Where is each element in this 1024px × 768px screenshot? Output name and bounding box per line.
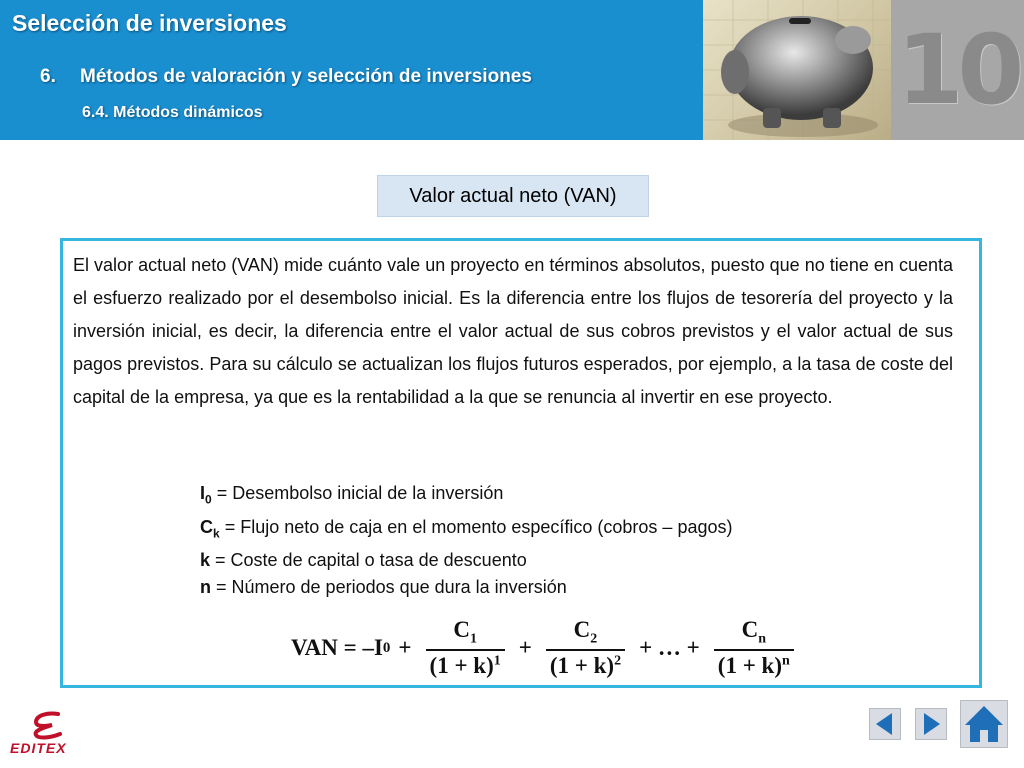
subtitle-number: 6.	[40, 66, 56, 87]
term-denominator: (1 + k)	[717, 653, 783, 679]
header-subtitle	[40, 66, 532, 88]
content-box	[60, 238, 982, 688]
arrow-right-icon	[916, 709, 946, 739]
header-bar	[0, 0, 1024, 140]
term-denominator: (1 + k)	[549, 653, 615, 679]
term-numerator-sub: 2	[590, 631, 598, 647]
term-denominator-sup: 2	[614, 653, 622, 669]
formula-term	[426, 617, 505, 680]
editex-logo-icon	[28, 710, 68, 740]
arrow-left-icon	[870, 709, 900, 739]
home-button[interactable]	[960, 700, 1008, 748]
editex-logo-text: EDITEX	[10, 740, 67, 756]
term-numerator: C	[741, 616, 759, 642]
term-denominator: (1 + k)	[429, 653, 494, 679]
header-section: 6.4. Métodos dinámicos	[82, 104, 263, 121]
term-denominator-sup: n	[782, 653, 790, 669]
subtitle-text: Métodos de valoración y selección de inversiones	[80, 66, 532, 87]
home-icon	[961, 701, 1007, 747]
next-button[interactable]	[915, 708, 947, 740]
piggy-bank-photo	[703, 0, 891, 140]
formula-term	[714, 617, 794, 680]
description-paragraph: El valor actual neto (VAN) mide cuánto vale un proyecto en términos absolutos, puesto que no tiene en cuenta el esfuerzo realizado por el desembolso inicial. Es la diferencia entre los flujos de tesorería del proyecto y la inversión inicial, es decir, la diferencia entre el valor actual de sus cobros previstos y el valor actual de sus pagos previstos. Para su cálculo se actualizan los flujos futuros esperados, por ejemplo, a la tasa de coste del capital de la empresa, ya que es la rentabilidad a la que se renuncia al invertir en ese proyecto.	[73, 255, 953, 407]
formula-plus: +	[398, 635, 412, 660]
definition-item	[200, 514, 732, 548]
header-title: Selección de inversiones	[12, 10, 287, 36]
formula-ellipsis: + … +	[639, 635, 700, 660]
definitions-list	[200, 480, 732, 601]
formula-lhs-sub: 0	[382, 639, 391, 656]
definition-item	[200, 480, 732, 514]
previous-button[interactable]	[869, 708, 901, 740]
term-numerator: C	[453, 616, 470, 642]
term-numerator: C	[573, 616, 591, 642]
editex-logo	[10, 710, 80, 760]
topic-title: Valor actual neto (VAN)	[377, 175, 649, 217]
van-formula	[291, 613, 800, 683]
term-numerator-sub: n	[758, 631, 767, 647]
term-denominator-sup: 1	[493, 653, 501, 669]
definition-text: = Número de periodos que dura la inversión	[211, 577, 567, 598]
definition-text: = Flujo neto de caja en el momento específico (cobros – pagos)	[219, 516, 733, 537]
definition-text: = Desembolso inicial de la inversión	[211, 483, 504, 503]
definition-subscript: k	[213, 526, 220, 541]
definition-symbol: I	[200, 483, 206, 503]
chapter-badge	[891, 0, 1024, 140]
term-numerator-sub: 1	[469, 631, 477, 647]
definition-subscript: 0	[205, 492, 212, 507]
formula-term	[546, 617, 625, 680]
definition-symbol: n	[200, 577, 211, 598]
formula-plus: +	[518, 635, 532, 660]
definition-text: = Coste de capital o tasa de descuento	[210, 550, 527, 571]
definition-item	[200, 574, 732, 601]
piggy-bank-icon	[703, 0, 891, 140]
formula-lhs: VAN = –I	[291, 635, 383, 660]
definition-item	[200, 547, 732, 574]
chapter-number: 10	[896, 14, 1019, 126]
definition-symbol: k	[200, 550, 211, 571]
definition-symbol: C	[200, 516, 213, 537]
